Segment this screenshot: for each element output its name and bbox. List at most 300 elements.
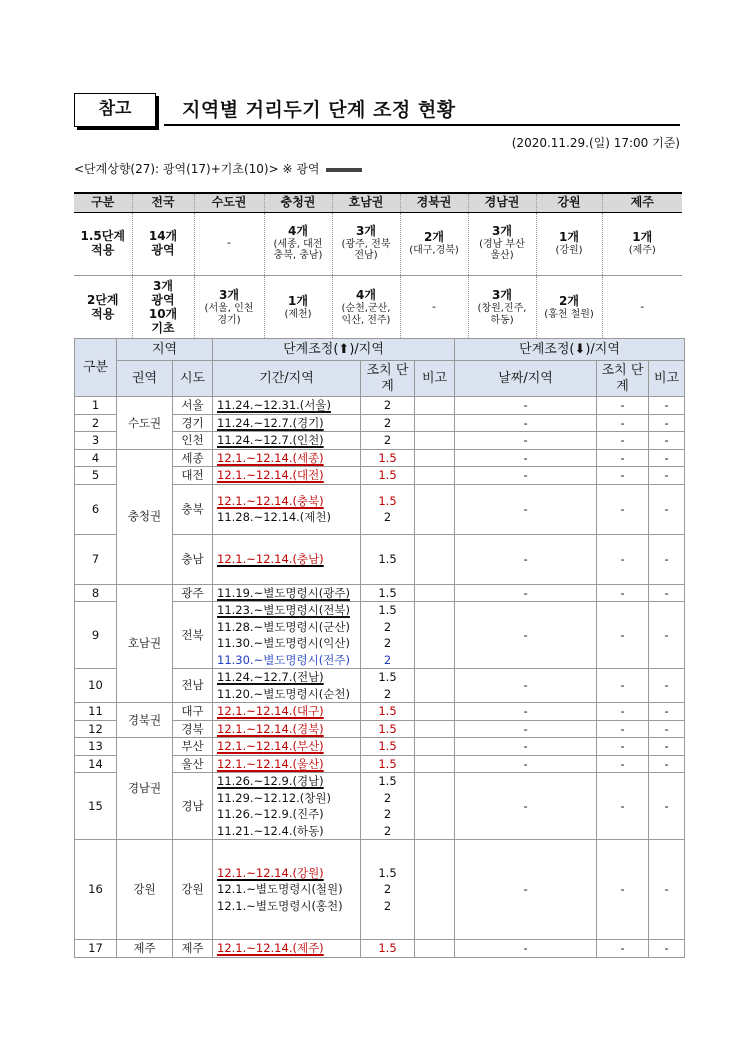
detail-table [74,338,685,958]
period-text: 12.1.~12.14.(대구) [217,704,324,718]
period-text: 11.24.~12.7.(전남) [217,670,324,684]
note2-cell: - [649,484,685,534]
sido-cell: 울산 [173,755,213,773]
row-label-line: 적용 [91,242,115,257]
period-text: 11.30.~별도명령시(전주) [217,652,350,667]
level-cell [361,755,415,773]
period-text: 12.1.~별도명령시(철원) [217,882,343,897]
summary-regions: 울산) [490,250,514,262]
col-region: 지역 [117,339,213,361]
period-cell [213,703,361,721]
date-region-cell: - [455,940,597,958]
note-cell [415,940,455,958]
date-region-cell: - [455,720,597,738]
summary-regions: 익산, 전주) [341,314,391,326]
summary-header-cell: 수도권 [194,193,264,212]
summary-count: 광역 [151,292,175,307]
note2-cell: - [649,773,685,840]
level-value: 1.5 [378,739,397,753]
summary-regions: (대구,경북) [409,244,459,256]
row-number: 15 [75,773,117,840]
sido-cell: 경북 [173,720,213,738]
row-number: 9 [75,602,117,669]
period-entry [217,551,358,568]
period-text: 12.1.~12.14.(제주) [217,941,324,955]
summary-count: 1개 [632,229,653,244]
summary-row-label [74,275,132,341]
col-down: 단계조정(⬇)/지역 [455,339,685,361]
region-group: 충청권 [117,449,173,584]
detail-header-row-2 [75,361,685,397]
period-text: 11.24.~12.7.(인천) [217,433,324,447]
level-cell [361,720,415,738]
period-entry [217,881,358,898]
level-value: 1.5 [378,941,397,955]
period-text: 11.26.~12.9.(진주) [217,807,324,821]
period-text: 11.29.~12.12.(창원) [217,790,331,805]
level-value: 2 [383,898,392,913]
level2-cell: - [597,432,649,450]
level-value: 2 [383,686,392,701]
note2-cell: - [649,467,685,485]
sido-cell: 경기 [173,414,213,432]
period-entry [217,467,358,484]
summary-count: 3개 [219,288,239,303]
period-entry [217,806,358,823]
summary-regions: 충북, 충남) [273,250,323,262]
period-cell [213,449,361,467]
period-text: 12.1.~12.14.(충남) [217,551,324,566]
note-cell [415,397,455,415]
note2-cell: - [649,414,685,432]
level-value: 2 [383,636,392,650]
stage-status-line [74,160,362,177]
sido-cell: 경남 [173,773,213,840]
level2-cell: - [597,449,649,467]
summary-regions: (세종, 대전 [273,238,323,250]
period-text: 11.21.~12.4.(하동) [217,823,324,838]
level2-cell: - [597,484,649,534]
summary-regions: 전남) [354,250,378,262]
period-entry [217,790,358,807]
period-cell [213,534,361,584]
level-cell [361,397,415,415]
period-entry [217,865,358,882]
summary-count: 광역 [151,242,175,257]
summary-count: 3개 [492,224,512,239]
sido-cell: 강원 [173,840,213,940]
period-entry [217,669,358,686]
summary-regions: (제주) [628,244,656,256]
level-cell [361,773,415,840]
summary-count: 4개 [288,224,308,239]
col-note: 비고 [415,361,455,397]
col-date-region: 날짜/지역 [455,361,597,397]
level2-cell: - [597,602,649,669]
level2-cell: - [597,414,649,432]
period-text: 12.1.~12.14.(경북) [217,721,324,736]
period-text: 12.1.~12.14.(부산) [217,739,324,753]
level-value: 2 [383,807,392,821]
section-header [74,93,680,129]
date-region-cell: - [455,397,597,415]
period-cell [213,738,361,756]
row-number: 1 [75,397,117,415]
level-value: 2 [383,415,392,430]
level-cell [361,738,415,756]
sido-cell: 서울 [173,397,213,415]
level-value: 2 [383,882,392,897]
level2-cell: - [597,940,649,958]
level-value: 2 [383,619,392,634]
note2-cell: - [649,449,685,467]
date-region-cell: - [455,602,597,669]
period-entry [217,635,358,652]
period-text: 11.24.~12.31.(서울) [217,398,331,412]
sido-cell: 제주 [173,940,213,958]
summary-regions: (홍천 철원) [544,308,594,320]
date-region-cell: - [455,432,597,450]
period-entry [217,721,358,738]
summary-regions: (서울, 인천 [204,303,254,315]
period-entry [217,450,358,467]
level-value: 2 [383,790,392,805]
row-number: 2 [75,414,117,432]
date-region-cell: - [455,703,597,721]
col-level2: 조치 단계 [597,361,649,397]
level2-cell: - [597,720,649,738]
period-cell [213,484,361,534]
period-cell [213,669,361,703]
summary-header-cell: 전국 [132,193,194,212]
summary-cell [194,275,264,341]
note-cell [415,467,455,485]
level-cell [361,940,415,958]
level-cell [361,840,415,940]
title-underline [164,124,680,126]
detail-header-row-1 [75,339,685,361]
note-cell [415,840,455,940]
period-text: 12.1.~12.14.(세종) [217,450,324,465]
summary-cell [264,275,332,341]
date-region-cell: - [455,773,597,840]
summary-count: 3개 [153,279,173,294]
row-number: 13 [75,738,117,756]
date-label: (2020.11.29.(일) 17:00 기준) [511,136,680,150]
col-gwonyeok: 권역 [117,361,173,397]
level2-cell: - [597,584,649,602]
level-cell [361,414,415,432]
level2-cell: - [597,397,649,415]
date-region-cell: - [455,840,597,940]
summary-cell [332,275,400,341]
period-entry [217,493,358,510]
note2-cell: - [649,738,685,756]
col-note2: 비고 [649,361,685,397]
period-text: 12.1.~별도명령시(홍천) [217,898,343,913]
col-up: 단계조정(⬆)/지역 [213,339,455,361]
period-text: 11.24.~12.7.(경기) [217,415,324,430]
summary-regions: (순천,군산, [341,303,391,315]
region-group: 수도권 [117,397,173,450]
summary-header-row [74,193,682,212]
period-text: 11.28.~12.14.(제천) [217,510,331,524]
note-cell [415,755,455,773]
period-entry [217,509,358,526]
summary-header-cell: 경북권 [400,193,468,212]
summary-regions: 경기) [217,314,241,326]
summary-cell [468,212,536,275]
summary-cell [602,275,682,341]
date-region-cell: - [455,467,597,485]
period-text: 12.1.~12.14.(울산) [217,756,324,771]
row-number: 7 [75,534,117,584]
note-cell [415,773,455,840]
period-entry [217,652,358,669]
level-value: 2 [383,433,392,447]
note-cell [415,703,455,721]
period-cell [213,602,361,669]
note2-cell: - [649,720,685,738]
period-text: 12.1.~12.14.(강원) [217,865,324,880]
date-region-cell: - [455,484,597,534]
level-value: 1.5 [378,865,397,880]
level-value: 1.5 [378,468,397,482]
summary-count: 3개 [492,288,512,303]
row-number: 8 [75,584,117,602]
region-group: 경남권 [117,738,173,840]
period-text: 11.19.~별도명령시(광주) [217,585,350,600]
period-entry [217,397,358,414]
summary-cell [332,212,400,275]
note-cell [415,602,455,669]
level-cell [361,669,415,703]
summary-count: 10개 [148,306,178,321]
summary-cell [536,212,602,275]
summary-count: - [227,236,231,250]
period-entry [217,738,358,755]
level2-cell: - [597,467,649,485]
date-region-cell: - [455,755,597,773]
level-value: 2 [383,510,392,524]
note2-cell: - [649,940,685,958]
summary-count: 1개 [559,229,579,244]
summary-count: 2개 [424,229,444,244]
sido-cell: 전북 [173,602,213,669]
level2-cell: - [597,773,649,840]
note-cell [415,534,455,584]
note-cell [415,720,455,738]
summary-count: 1개 [288,294,308,309]
period-text: 11.28.~별도명령시(군산) [217,619,350,634]
summary-header-cell: 경남권 [468,193,536,212]
summary-cell [194,212,264,275]
row-number: 17 [75,940,117,958]
summary-count: 기초 [151,320,175,335]
period-entry [217,756,358,773]
sido-cell: 대구 [173,703,213,721]
summary-header-cell: 구분 [74,193,132,212]
stage-status-text: <단계상향(27): 광역(17)+기초(10)> ※ 광역 [74,162,320,176]
period-entry [217,773,358,790]
note2-cell: - [649,669,685,703]
note2-cell: - [649,584,685,602]
note-cell [415,738,455,756]
period-cell [213,414,361,432]
summary-count: 4개 [356,288,376,303]
level2-cell: - [597,755,649,773]
level2-cell: - [597,669,649,703]
sido-cell: 충북 [173,484,213,534]
table-row [75,449,685,467]
note-cell [415,584,455,602]
summary-regions: (창원,진주, [477,303,527,315]
summary-header-cell: 충청권 [264,193,332,212]
note2-cell: - [649,840,685,940]
summary-count: - [432,300,436,314]
sido-cell: 인천 [173,432,213,450]
level2-cell: - [597,738,649,756]
level-value: 1.5 [378,493,397,508]
note2-cell: - [649,397,685,415]
date-region-cell: - [455,414,597,432]
level-value: 1.5 [378,756,397,771]
period-cell [213,840,361,940]
level-value: 1.5 [378,670,397,684]
level-value: 1.5 [378,450,397,465]
summary-cell [400,212,468,275]
level-value: 1.5 [378,551,397,566]
table-row [75,940,685,958]
row-label-line: 적용 [91,306,115,321]
level-value: 2 [383,823,392,838]
col-level: 조치 단계 [361,361,415,397]
row-number: 16 [75,840,117,940]
period-cell [213,940,361,958]
table-row [75,840,685,940]
row-number: 6 [75,484,117,534]
period-cell [213,397,361,415]
summary-cell [400,275,468,341]
summary-regions: (제천) [284,308,312,320]
table-row [75,584,685,602]
level-cell [361,602,415,669]
summary-row-label [74,212,132,275]
date-region-cell: - [455,738,597,756]
level2-cell: - [597,840,649,940]
level-cell [361,449,415,467]
row-number: 11 [75,703,117,721]
period-entry [217,585,358,602]
table-row [75,703,685,721]
period-text: 11.20.~별도명령시(순천) [217,686,350,701]
level-cell [361,584,415,602]
summary-count: 14개 [148,228,178,243]
summary-regions: (광주, 전북 [341,238,391,250]
period-text: 11.23.~별도명령시(전북) [217,603,350,617]
level-cell [361,432,415,450]
period-cell [213,432,361,450]
row-number: 5 [75,467,117,485]
region-group: 경북권 [117,703,173,738]
period-cell [213,467,361,485]
region-group: 제주 [117,940,173,958]
note2-cell: - [649,602,685,669]
legend-swatch [326,168,362,172]
summary-regions: (경남 부산 [479,238,525,250]
note-cell [415,432,455,450]
note-cell [415,669,455,703]
summary-header-cell: 제주 [602,193,682,212]
note-cell [415,484,455,534]
region-group: 강원 [117,840,173,940]
summary-cell [602,212,682,275]
period-cell [213,584,361,602]
period-cell [213,755,361,773]
period-entry [217,602,358,619]
period-text: 12.1.~12.14.(충북) [217,493,324,508]
period-text: 11.30.~별도명령시(익산) [217,636,350,650]
col-sido: 시도 [173,361,213,397]
date-region-cell: - [455,534,597,584]
level-cell [361,703,415,721]
summary-cell [132,212,194,275]
summary-regions: 하동) [490,314,514,326]
summary-cell [468,275,536,341]
period-entry [217,686,358,703]
col-period: 기간/지역 [213,361,361,397]
level-cell [361,484,415,534]
sido-cell: 전남 [173,669,213,703]
note-cell [415,449,455,467]
period-entry [217,703,358,720]
note2-cell: - [649,534,685,584]
table-row [75,738,685,756]
note2-cell: - [649,703,685,721]
row-label-line: 2단계 [86,292,119,307]
level-value: 2 [383,652,392,667]
date-region-cell: - [455,669,597,703]
date-region-cell: - [455,449,597,467]
summary-header-cell: 강원 [536,193,602,212]
level-value: 1.5 [378,774,397,788]
summary-count: - [640,300,645,314]
summary-count: 2개 [559,294,579,309]
period-cell [213,773,361,840]
row-number: 4 [75,449,117,467]
row-number: 14 [75,755,117,773]
level2-cell: - [597,703,649,721]
level-cell [361,467,415,485]
region-group: 호남권 [117,584,173,703]
note2-cell: - [649,755,685,773]
summary-cell [264,212,332,275]
summary-row [74,212,682,275]
level2-cell: - [597,534,649,584]
level-value: 1.5 [378,721,397,736]
note-cell [415,414,455,432]
summary-count: 3개 [356,224,376,239]
period-entry [217,432,358,449]
level-cell [361,534,415,584]
sido-cell: 세종 [173,449,213,467]
period-text: 12.1.~12.14.(대전) [217,468,324,482]
sido-cell: 충남 [173,534,213,584]
level-value: 1.5 [378,704,397,718]
note2-cell: - [649,432,685,450]
summary-table [74,192,682,342]
period-entry [217,940,358,957]
